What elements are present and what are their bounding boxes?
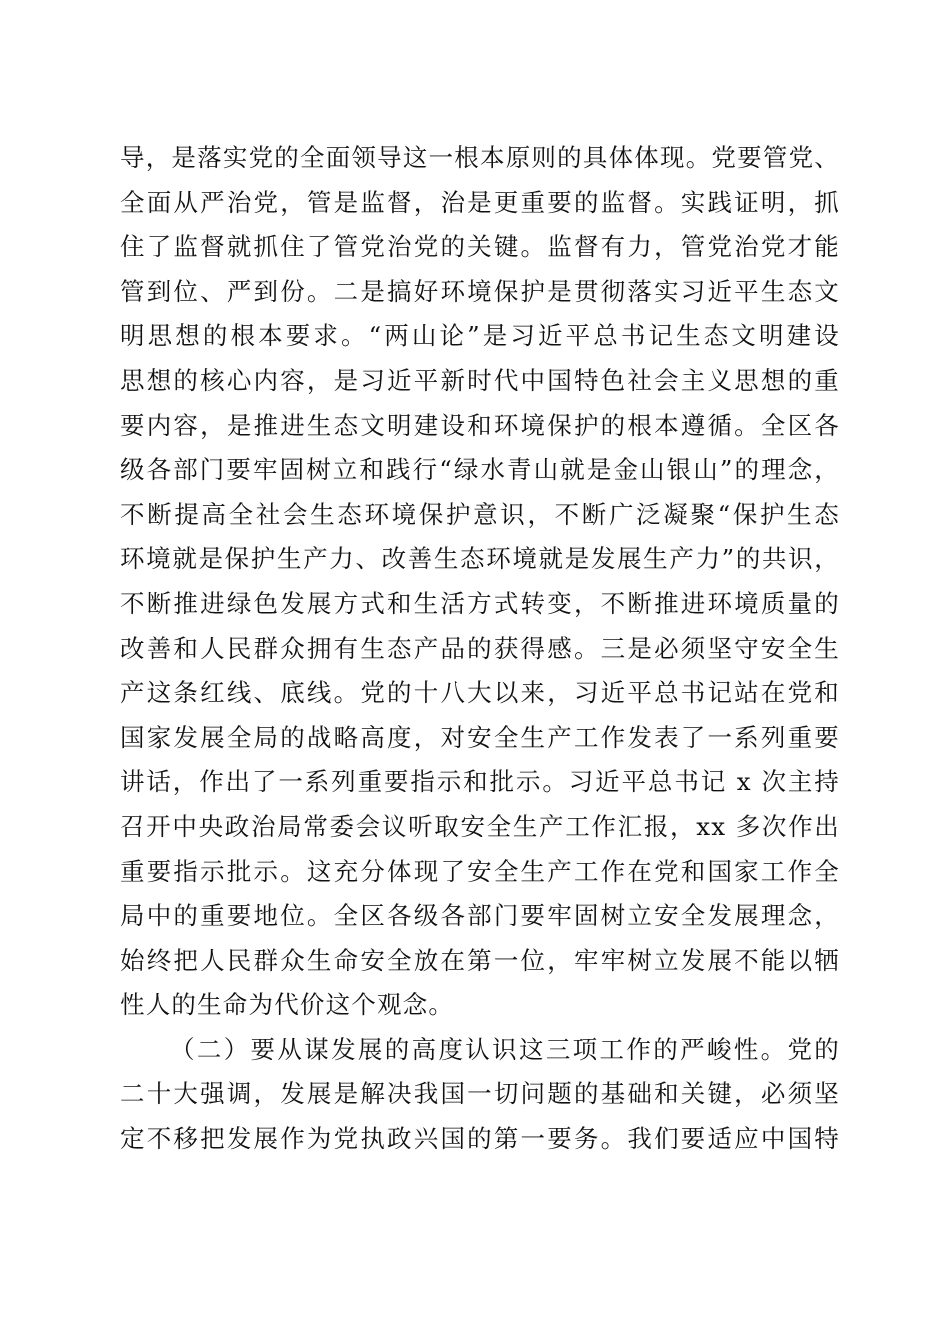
- text-line: 国家发展全局的战略高度，对安全生产工作发表了一系列重要: [120, 722, 840, 752]
- text-line: 召开中央政治局常委会议听取安全生产工作汇报，xx 多次作出: [120, 811, 840, 841]
- text-line: 管到位、严到份。二是搞好环境保护是贯彻落实习近平生态文: [120, 276, 840, 306]
- text-line: 不断推进绿色发展方式和生活方式转变，不断推进环境质量的: [120, 588, 840, 618]
- text-line: 级各部门要牢固树立和践行“绿水青山就是金山银山”的理念，: [120, 455, 840, 485]
- text-line: 讲话，作出了一系列重要指示和批示。习近平总书记 x 次主持: [120, 767, 840, 797]
- text-line: 思想的核心内容，是习近平新时代中国特色社会主义思想的重: [120, 365, 840, 395]
- text-line: 定不移把发展作为党执政兴国的第一要务。我们要适应中国特: [120, 1124, 840, 1154]
- text-line: 产这条红线、底线。党的十八大以来，习近平总书记站在党和: [120, 678, 840, 708]
- text-line: 不断提高全社会生态环境保护意识，不断广泛凝聚“保护生态: [120, 499, 840, 529]
- text-line: 导，是落实党的全面领导这一根本原则的具体体现。党要管党、: [120, 143, 840, 172]
- text-line: 改善和人民群众拥有生态产品的获得感。三是必须坚守安全生: [120, 633, 840, 663]
- text-line: 环境就是保护生产力、改善生态环境就是发展生产力”的共识，: [120, 544, 840, 574]
- text-line: 住了监督就抓住了管党治党的关键。监督有力，管党治党才能: [120, 232, 840, 262]
- text-line: 二十大强调，发展是解决我国一切问题的基础和关键，必须坚: [120, 1079, 840, 1109]
- text-line: 重要指示批示。这充分体现了安全生产工作在党和国家工作全: [120, 856, 840, 886]
- text-line: 全面从严治党，管是监督，治是更重要的监督。实践证明，抓: [120, 187, 840, 217]
- text-line: 性人的生命为代价这个观念。: [120, 990, 455, 1020]
- body-text: [120, 136, 840, 1162]
- text-line: 局中的重要地位。全区各级各部门要牢固树立安全发展理念，: [120, 901, 840, 931]
- text-line: 始终把人民群众生命安全放在第一位，牢牢树立发展不能以牺: [120, 945, 840, 975]
- text-line: 明思想的根本要求。“两山论”是习近平总书记生态文明建设: [120, 321, 840, 351]
- text-line: 要内容，是推进生态文明建设和环境保护的根本遵循。全区各: [120, 410, 840, 440]
- section-heading-line: （二）要从谋发展的高度认识这三项工作的严峻性。党的: [170, 1034, 840, 1064]
